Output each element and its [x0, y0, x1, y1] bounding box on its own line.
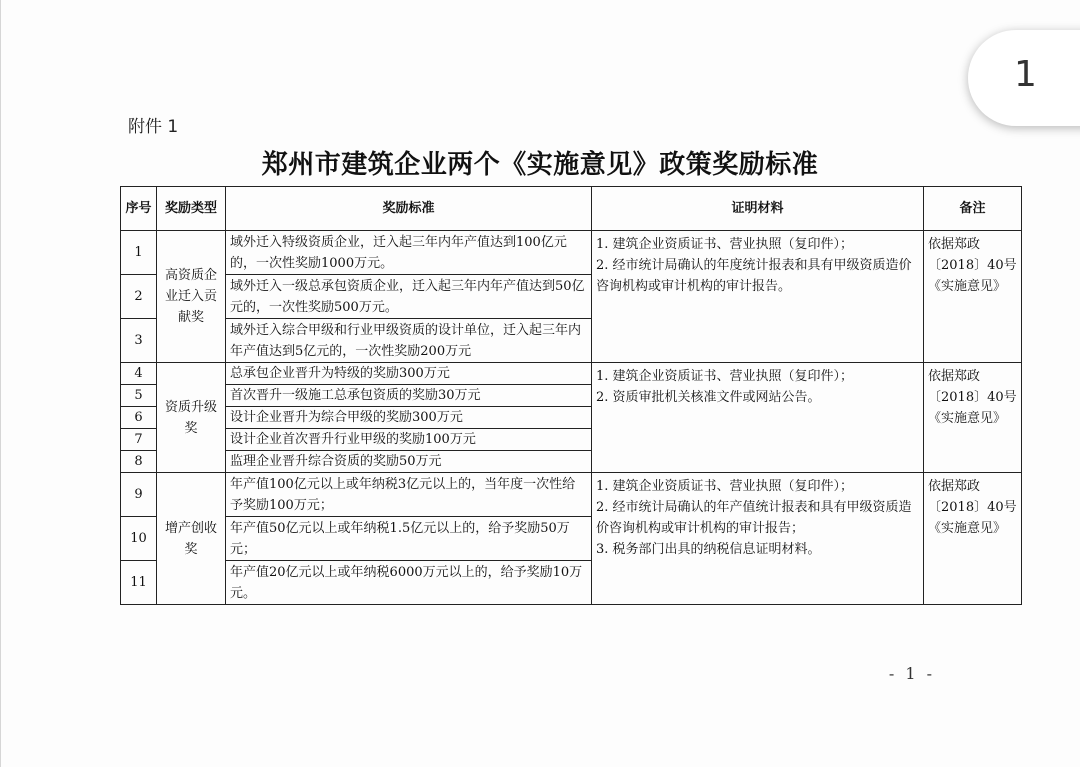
header-no: 序号	[121, 187, 157, 231]
table-row	[121, 363, 1022, 385]
table-row	[121, 473, 1022, 517]
reward-type: 增产创收奖	[157, 473, 226, 605]
proof-materials: 1. 建筑企业资质证书、营业执照（复印件）； 2. 资质审批机关核准文件或网站公告。	[592, 363, 924, 473]
page-edge	[0, 0, 1, 767]
reward-standard: 域外迁入综合甲级和行业甲级资质的设计单位，迁入起三年内年产值达到5亿元的，一次性奖励200万元	[226, 319, 592, 363]
reward-standard: 设计企业晋升为综合甲级的奖励300万元	[226, 407, 592, 429]
row-number: 1	[121, 231, 157, 275]
table-body	[121, 231, 1022, 605]
proof-materials: 1. 建筑企业资质证书、营业执照（复印件）； 2. 经市统计局确认的年产值统计报表和具有甲级资质造价咨询机构或审计机构的审计报告； 3. 税务部门出具的纳税信息证明材料。	[592, 473, 924, 605]
header-type: 奖励类型	[157, 187, 226, 231]
reward-standard: 总承包企业晋升为特级的奖励300万元	[226, 363, 592, 385]
row-number: 2	[121, 275, 157, 319]
table-header-row	[121, 187, 1022, 231]
reward-standard: 年产值50亿元以上或年纳税1.5亿元以上的，给予奖励50万元；	[226, 517, 592, 561]
attachment-label: 附件 1	[128, 117, 179, 137]
row-number: 9	[121, 473, 157, 517]
reward-type: 高资质企业迁入贡献奖	[157, 231, 226, 363]
reward-standard: 域外迁入一级总承包资质企业，迁入起三年内年产值达到50亿元的，一次性奖励500万元。	[226, 275, 592, 319]
reward-type: 资质升级奖	[157, 363, 226, 473]
remark: 依据郑政〔2018〕40号《实施意见》	[924, 363, 1022, 473]
row-number: 11	[121, 561, 157, 605]
row-number: 5	[121, 385, 157, 407]
reward-standard: 年产值20亿元以上或年纳税6000万元以上的，给予奖励10万元。	[226, 561, 592, 605]
row-number: 10	[121, 517, 157, 561]
proof-materials: 1. 建筑企业资质证书、营业执照（复印件）； 2. 经市统计局确认的年度统计报表和具有甲级资质造价咨询机构或审计机构的审计报告。	[592, 231, 924, 363]
row-number: 8	[121, 451, 157, 473]
document-title: 郑州市建筑企业两个《实施意见》政策奖励标准	[261, 150, 819, 180]
policy-table	[120, 186, 1022, 605]
reward-standard: 监理企业晋升综合资质的奖励50万元	[226, 451, 592, 473]
header-standard: 奖励标准	[226, 187, 592, 231]
remark: 依据郑政〔2018〕40号《实施意见》	[924, 231, 1022, 363]
reward-standard: 年产值100亿元以上或年纳税3亿元以上的，当年度一次性给予奖励100万元；	[226, 473, 592, 517]
header-note: 备注	[924, 187, 1022, 231]
header-materials: 证明材料	[592, 187, 924, 231]
row-number: 4	[121, 363, 157, 385]
row-number: 7	[121, 429, 157, 451]
row-number: 3	[121, 319, 157, 363]
reward-standard: 设计企业首次晋升行业甲级的奖励100万元	[226, 429, 592, 451]
page-badge-number: 1	[1014, 54, 1037, 95]
page-footer-number: - 1 -	[888, 664, 936, 683]
reward-standard: 首次晋升一级施工总承包资质的奖励30万元	[226, 385, 592, 407]
row-number: 6	[121, 407, 157, 429]
page-number-badge[interactable]	[968, 30, 1080, 126]
remark: 依据郑政〔2018〕40号《实施意见》	[924, 473, 1022, 605]
table-row	[121, 231, 1022, 275]
reward-standard: 域外迁入特级资质企业，迁入起三年内年产值达到100亿元的，一次性奖励1000万元。	[226, 231, 592, 275]
